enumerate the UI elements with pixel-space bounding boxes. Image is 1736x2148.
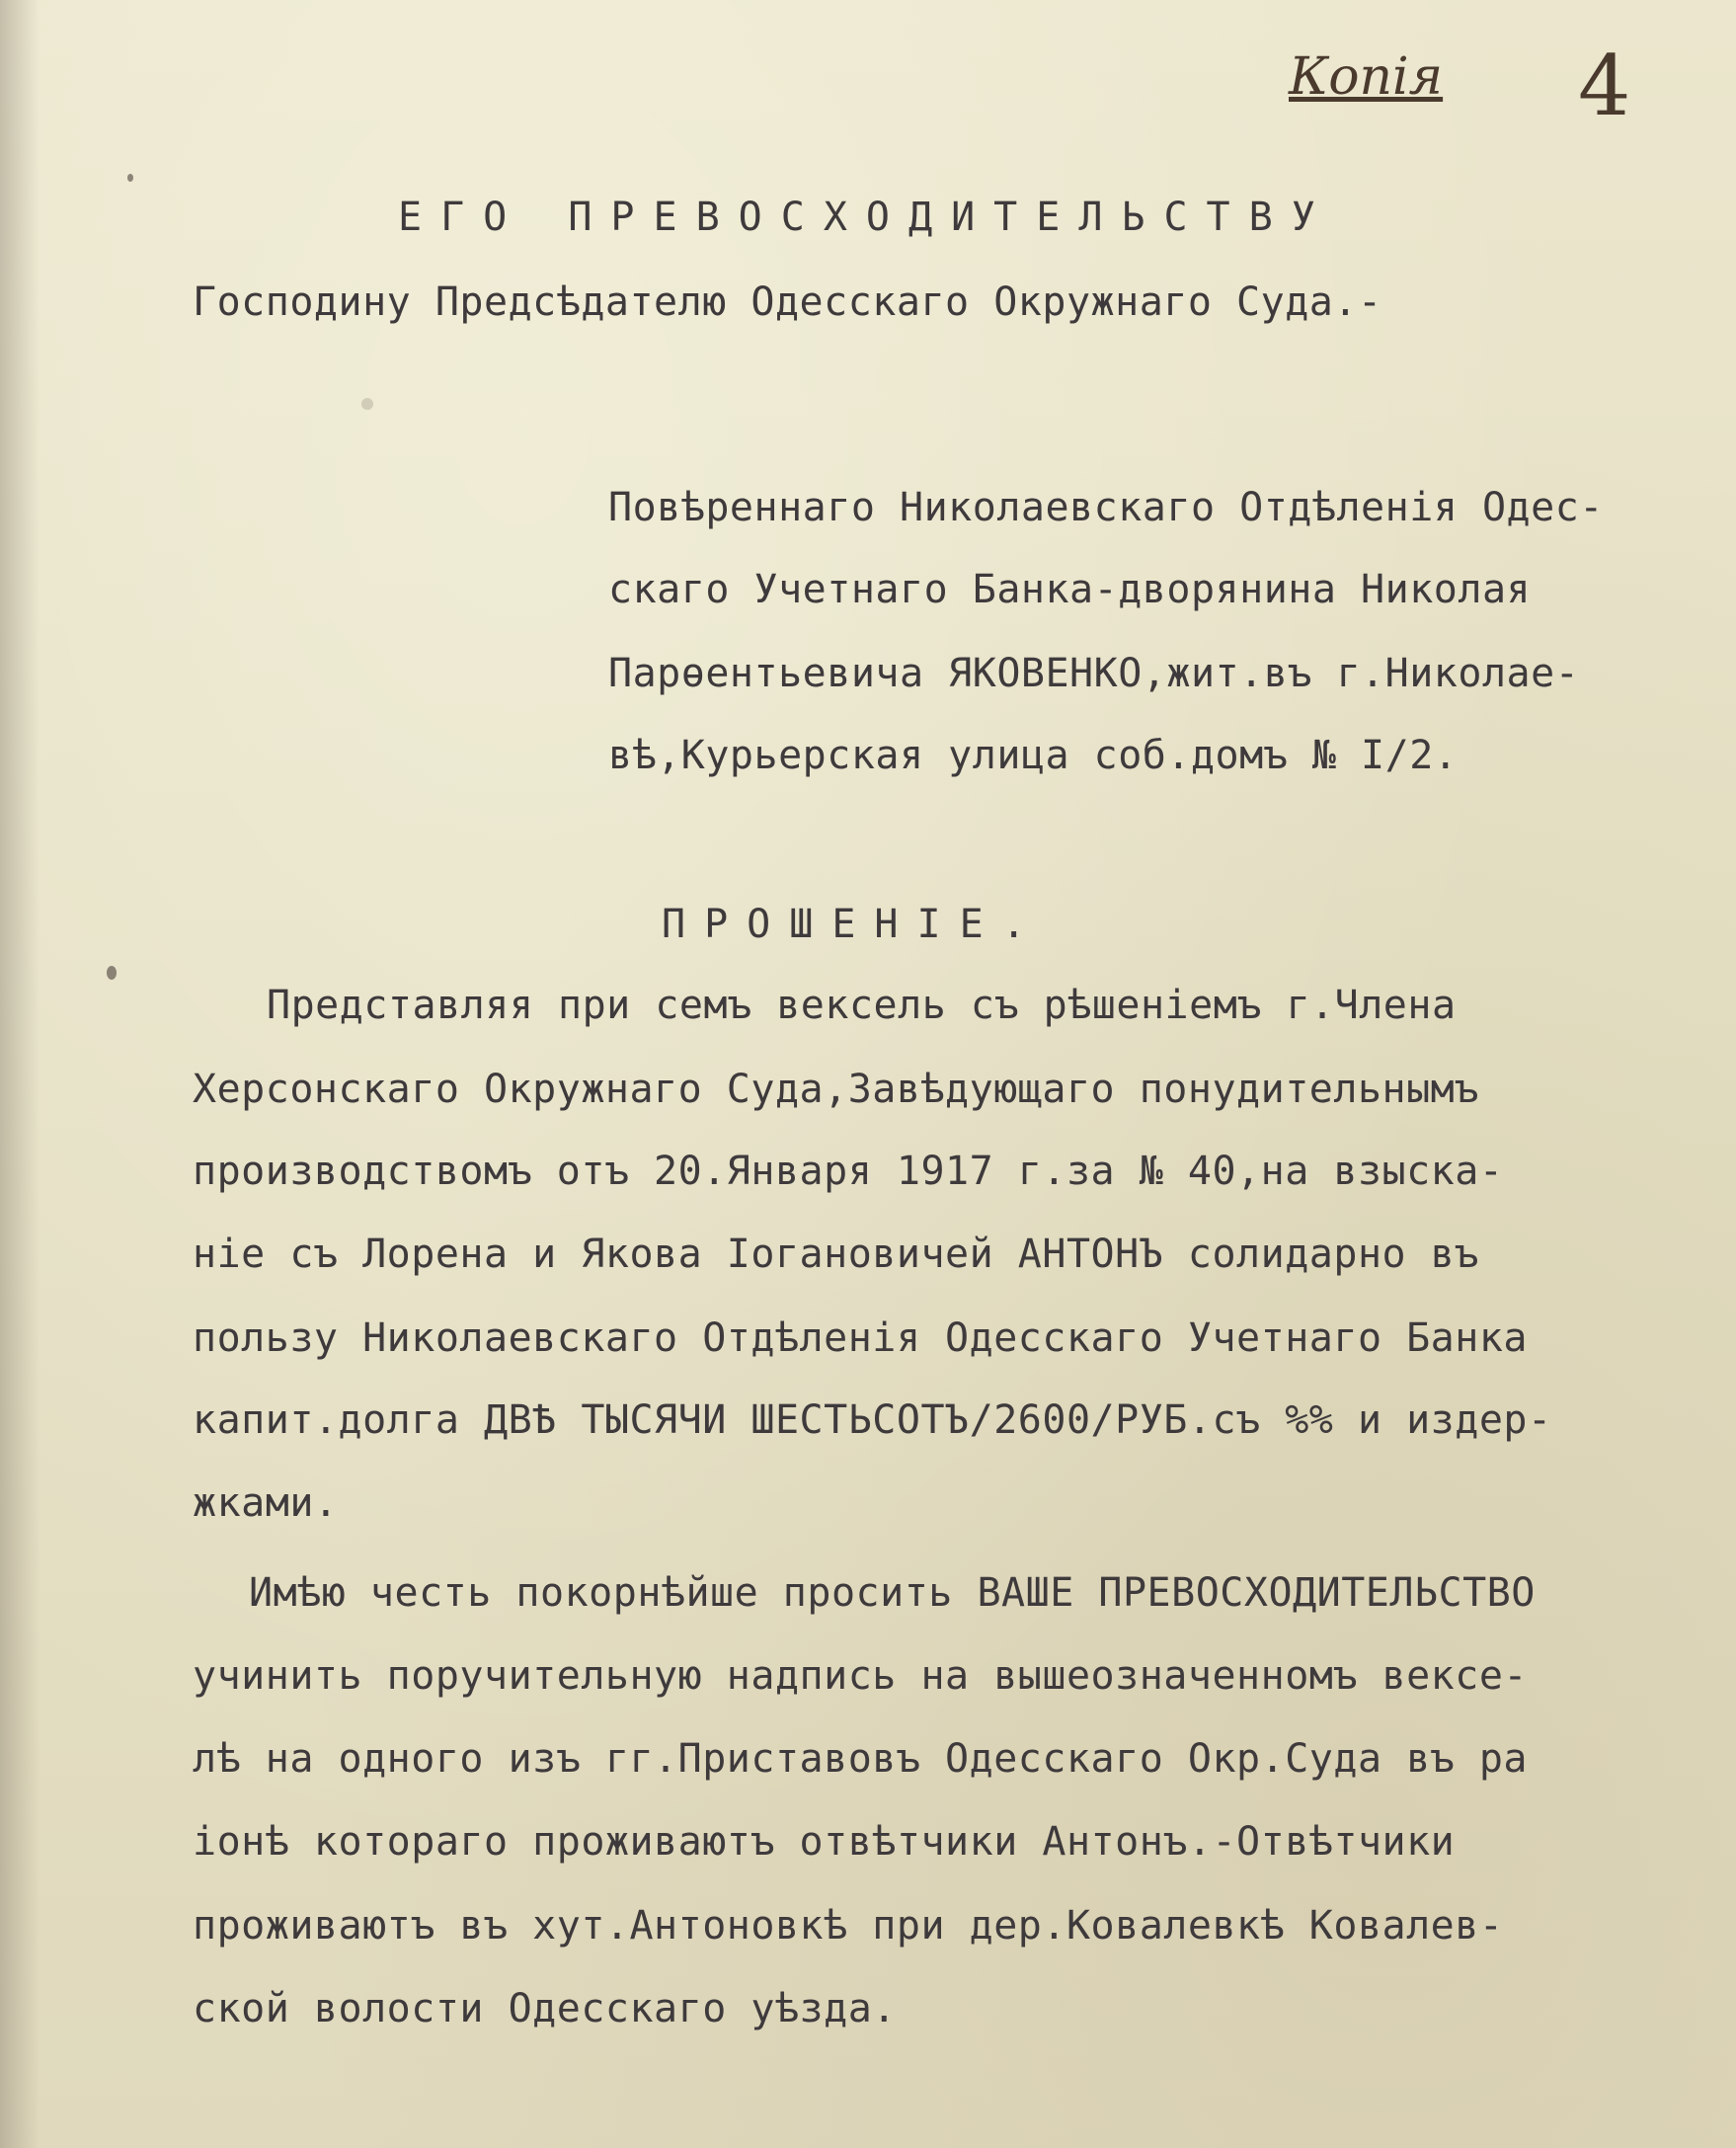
body-line: Имѣю честь покорнѣйше просить ВАШЕ ПРЕВОСХОДИТЕЛЬСТВО	[249, 1570, 1536, 1616]
petition-heading: ПРОШЕНІЕ.	[662, 902, 1045, 947]
paper-edge-shadow	[0, 0, 39, 2148]
sender-line: Повѣреннаго Николаевскаго Отдѣленія Одес-	[608, 485, 1604, 530]
header-title: ЕГО ПРЕВОСХОДИТЕЛЬСТВУ	[398, 195, 1334, 240]
ink-spot	[107, 966, 117, 980]
copy-mark: Копія	[1289, 47, 1444, 107]
ink-spot	[127, 174, 133, 182]
body-line: Представляя при семъ вексель съ рѣшеніемъ г.Члена	[267, 983, 1457, 1028]
body-line: ніе съ Лорена и Якова Іогановичей АНТОНЪ солидарно въ	[193, 1232, 1479, 1277]
ink-spot	[361, 398, 373, 410]
page-number: 4	[1578, 38, 1631, 134]
body-line: капит.долга ДВѢ ТЫСЯЧИ ШЕСТЬСОТЪ/2600/РУБ.съ %% и издер-	[193, 1397, 1552, 1443]
body-line: лѣ на одного изъ гг.Приставовъ Одесскаго Окр.Суда въ ра	[193, 1736, 1529, 1782]
body-line: ской волости Одесскаго уѣзда.	[193, 1986, 897, 2031]
body-line: Херсонскаго Окружнаго Суда,Завѣдующаго понудительнымъ	[193, 1067, 1479, 1112]
addressee-line: Господину Предсѣдателю Одесскаго Окружнаго Суда.-	[193, 279, 1382, 325]
sender-line: скаго Учетнаго Банка-дворянина Николая	[608, 567, 1532, 612]
body-line: іонѣ котораго проживаютъ отвѣтчики Антонъ.-Отвѣтчики	[193, 1819, 1456, 1865]
sender-line: Парѳентьевича ЯКОВЕНКО,жит.въ г.Николае-	[608, 651, 1580, 696]
body-line: пользу Николаевскаго Отдѣленія Одесскаго Учетнаго Банка	[193, 1315, 1529, 1361]
body-line: производствомъ отъ 20.Января 1917 г.за № 40,на взыска-	[193, 1149, 1504, 1194]
body-line: учинить поручительную надпись на вышеозначенномъ вексе-	[193, 1653, 1529, 1699]
body-line: жками.	[193, 1480, 339, 1526]
sender-line: вѣ,Курьерская улица соб.домъ № I/2.	[608, 733, 1459, 778]
body-line: проживаютъ въ хут.Антоновкѣ при дер.Ковалевкѣ Ковалев-	[193, 1903, 1504, 1949]
